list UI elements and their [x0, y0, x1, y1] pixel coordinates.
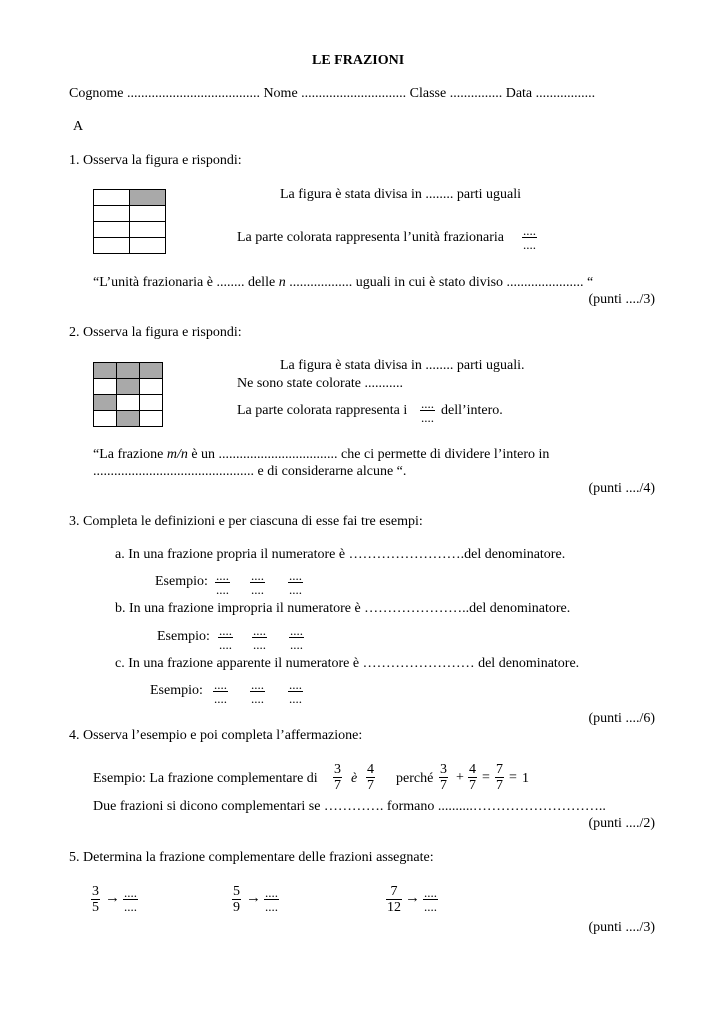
section-label: A [73, 119, 84, 134]
q4-example-text: Esempio: La frazione complementare di [93, 771, 318, 786]
q4-fraction-complement: $\frac{4}{7}$ [367, 762, 374, 793]
q3-label: 3. Completa le definizioni e per ciascuna di esse fai tre esempi: [69, 514, 423, 529]
right-arrow-icon: → [246, 890, 261, 906]
q3-example-c-fraction: .... .... [251, 677, 264, 706]
q4-fraction-result: $\frac{7}{7}$ [496, 762, 503, 793]
equals-sign: = [482, 770, 490, 785]
q1-line1: La figura è stata divisa in ........ parti uguali [280, 187, 522, 202]
q2-line1: La figura è stata divisa in ........ parti uguali. [280, 358, 525, 373]
q2-figure [93, 362, 163, 427]
q3-definition-a: a. In una frazione propria il numeratore è …………………….del denominatore. [115, 547, 566, 562]
q2-points: (punti ..../4) [588, 481, 655, 496]
q4-fraction-sum-b: $\frac{4}{7}$ [469, 762, 476, 793]
q3-points: (punti ..../6) [588, 711, 655, 726]
q3-example-b-fraction: .... .... [219, 623, 232, 652]
q2-quote-line1: “La frazione m/n è un .................................. che ci permette di dividere l’intero in [93, 447, 550, 462]
page-title: LE FRAZIONI [312, 53, 405, 68]
right-arrow-icon: → [105, 890, 120, 906]
q4-one: 1 [522, 771, 529, 786]
q1-quote: “L’unità frazionaria è ........ delle n .................. uguali in cui è stato diviso ...................... “ [93, 275, 594, 290]
q3-example-b-label: Esempio: [157, 629, 210, 644]
q5-given-fraction: $\frac{3}{5}$ [92, 884, 99, 915]
q2-line3-post: dell’intero. [441, 403, 503, 418]
q5-label: 5. Determina la frazione complementare delle frazioni assegnate: [69, 850, 434, 865]
q1-label: 1. Osserva la figura e rispondi: [69, 153, 242, 168]
q2-line3-pre: La parte colorata rappresenta i [237, 403, 408, 418]
q3-example-a-fraction: .... .... [216, 568, 229, 597]
q4-e-word: è [351, 771, 358, 786]
q3-example-b-fraction: .... .... [290, 623, 303, 652]
student-info-line: Cognome ...................................... Nome .............................. Classe ............... Data ................. [69, 86, 596, 101]
q5-given-fraction: $\frac{7}{12}$ [387, 884, 401, 915]
q3-example-a-fraction: .... .... [251, 568, 264, 597]
q4-fraction-given: $\frac{3}{7}$ [334, 762, 341, 793]
q4-perche: perché [396, 771, 434, 786]
q1-line2: La parte colorata rappresenta l’unità frazionaria [237, 230, 505, 245]
q1-figure [93, 189, 166, 254]
q5-answer-fraction: .... .... [124, 885, 137, 914]
q5-answer-fraction: .... .... [265, 885, 278, 914]
q3-example-c-label: Esempio: [150, 683, 203, 698]
q2-line2: Ne sono state colorate ........... [237, 376, 404, 391]
q3-definition-b: b. In una frazione impropria il numeratore è …………………..del denominatore. [115, 601, 571, 616]
q4-statement: Due frazioni si dicono complementari se …………. formano ..........……………………….. [93, 799, 606, 814]
q3-example-c-fraction: .... .... [289, 677, 302, 706]
q2-quote-line2: .............................................. e di considerarne alcune “. [93, 464, 407, 479]
q3-example-b-fraction: .... .... [253, 623, 266, 652]
q2-label: 2. Osserva la figura e rispondi: [69, 325, 242, 340]
q5-points: (punti ..../3) [588, 920, 655, 935]
plus-sign: + [456, 770, 464, 785]
q5-given-fraction: $\frac{5}{9}$ [233, 884, 240, 915]
q3-example-a-label: Esempio: [155, 574, 208, 589]
q1-points: (punti ..../3) [588, 292, 655, 307]
q3-example-c-fraction: .... .... [214, 677, 227, 706]
q2-fraction-blank: .... .... [421, 396, 434, 425]
q1-fraction-blank: .... .... [523, 223, 536, 252]
q3-definition-c: c. In una frazione apparente il numeratore è …………………… del denominatore. [115, 656, 580, 671]
q4-fraction-sum-a: $\frac{3}{7}$ [440, 762, 447, 793]
q4-label: 4. Osserva l’esempio e poi completa l’affermazione: [69, 728, 363, 743]
equals-sign: = [509, 770, 517, 785]
q3-example-a-fraction: .... .... [289, 568, 302, 597]
right-arrow-icon: → [405, 890, 420, 906]
q4-points: (punti ..../2) [588, 816, 655, 831]
q5-answer-fraction: .... .... [424, 885, 437, 914]
